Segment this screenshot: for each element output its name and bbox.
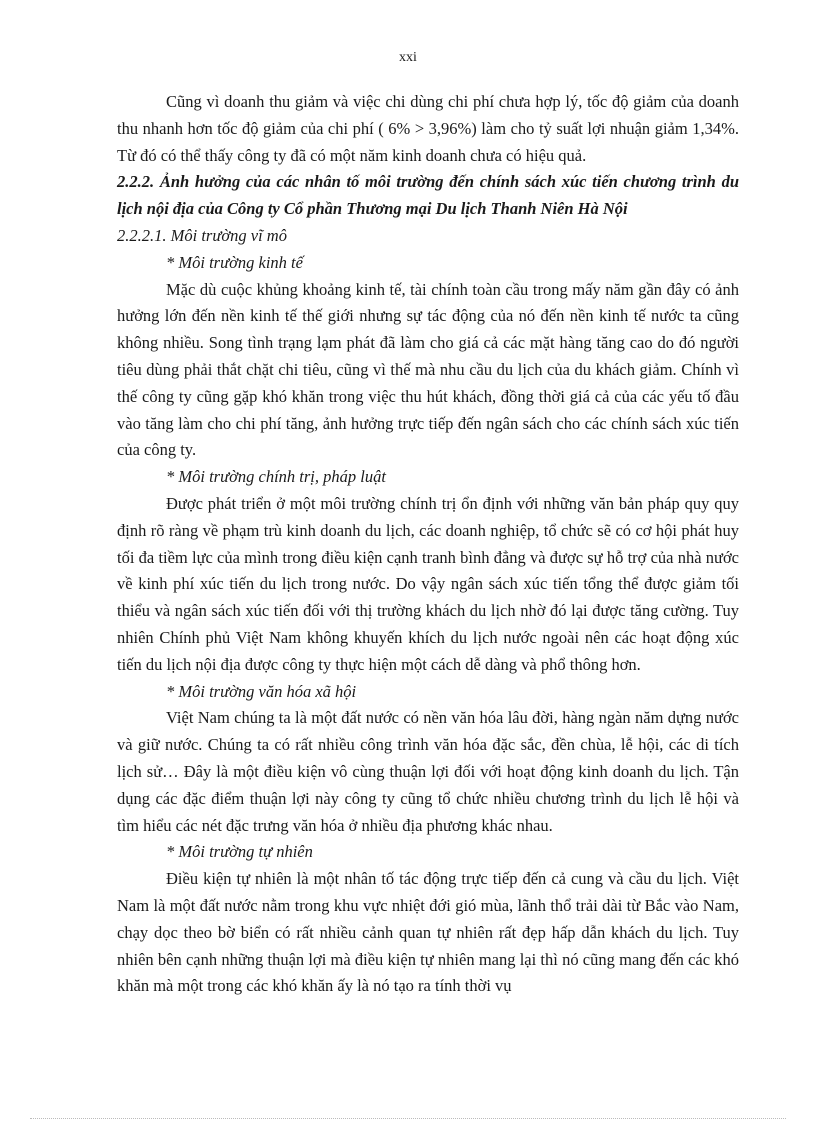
footer-divider [30,1118,786,1119]
bullet-cultural-social-environment: * Môi trường văn hóa xã hội [166,681,357,701]
section-heading-2-2-2: 2.2.2. Ảnh hưởng của các nhân tố môi trường đến chính sách xúc tiến chương trình du lịch nội địa của Công ty Cổ phần Thương mại Du lịch Thanh Niên Hà Nội [117,172,739,219]
paragraph-revenue-summary: Cũng vì doanh thu giảm và việc chi dùng chi phí chưa hợp lý, tốc độ giảm của doanh thu nhanh hơn tốc độ giảm của chi phí ( 6% > 3,96%) làm cho tỷ suất lợi nhuận giảm 1,34%. Từ đó có thể thấy công ty đã có một năm kinh doanh chưa có hiệu quả. [117,92,739,165]
paragraph-political-legal-environment: Được phát triển ở một môi trường chính trị ổn định với những văn bản pháp quy quy định rõ ràng về phạm trù kinh doanh du lịch, các doanh nghiệp, tổ chức sẽ có cơ hội phát huy tối đa tiềm lực của mình trong điều kiện cạnh tranh bình đẳng và được sự hỗ trợ của nhà nước về kinh phí xúc tiến du lịch trong nước. Do vậy ngân sách xúc tiến tổng thể được giảm tối thiểu và ngân sách xúc tiến đối với thị trường khách du lịch nhờ đó lại được tăng cường. Tuy nhiên Chính phủ Việt Nam không khuyến khích du lịch nước ngoài nên các hoạt động xúc tiến du lịch nội địa được công ty thực hiện một cách dễ dàng và phổ thông hơn. [117,493,739,674]
subsection-heading-2-2-2-1: 2.2.2.1. Môi trường vĩ mô [117,225,287,245]
paragraph-economic-environment: Mặc dù cuộc khủng khoảng kinh tế, tài chính toàn cầu trong mấy năm gần đây có ảnh hưởng lớn đến nền kinh tế thế giới nhưng sự tác động của nó đến nền kinh tế nước ta cũng không nhiều. Song tình trạng lạm phát đã làm cho giá cả các mặt hàng tăng cao do đó người tiêu dùng phải thắt chặt chi tiêu, cũng vì thế mà nhu cầu du lịch của du khách giảm. Chính vì thế công ty cũng gặp khó khăn trong việc thu hút khách, đồng thời giá cả của các yếu tố đầu vào tăng làm cho chi phí tăng, ảnh hưởng trực tiếp đến ngân sách cho các chính sách xúc tiến của công ty. [117,279,739,460]
paragraph-cultural-social-environment: Việt Nam chúng ta là một đất nước có nền văn hóa lâu đời, hàng ngàn năm dựng nước và giữ nước. Chúng ta có rất nhiều công trình văn hóa đặc sắc, đền chùa, lễ hội, các di tích lịch sử… Đây là một điều kiện vô cùng thuận lợi đối với hoạt động kinh doanh du lịch. Tận dụng các đặc điểm thuận lợi này công ty cũng tổ chức nhiều chương trình du lịch lễ hội và tìm hiểu các nét đặc trưng văn hóa ở nhiều địa phương khác nhau. [117,708,739,835]
bullet-economic-environment: * Môi trường kinh tế [166,252,303,272]
bullet-natural-environment: * Môi trường tự nhiên [166,842,313,862]
bullet-political-legal-environment: * Môi trường chính trị, pháp luật [166,467,386,487]
page-number: xxi [399,50,417,65]
document-body [117,89,739,1000]
paragraph-natural-environment: Điều kiện tự nhiên là một nhân tố tác động trực tiếp đến cả cung và cầu du lịch. Việt Nam là một đất nước nằm trong khu vực nhiệt đới gió mùa, lãnh thổ trải dài từ Bắc vào Nam, chạy dọc theo bờ biển có rất nhiều cảnh quan tự nhiên rất đẹp hấp dẫn khách du lịch. Tuy nhiên bên cạnh những thuận lợi mà điều kiện tự nhiên mang lại thì nó cũng mang đến các khó khăn mà một trong các khó khăn ấy là nó tạo ra tính thời vụ [117,869,739,996]
